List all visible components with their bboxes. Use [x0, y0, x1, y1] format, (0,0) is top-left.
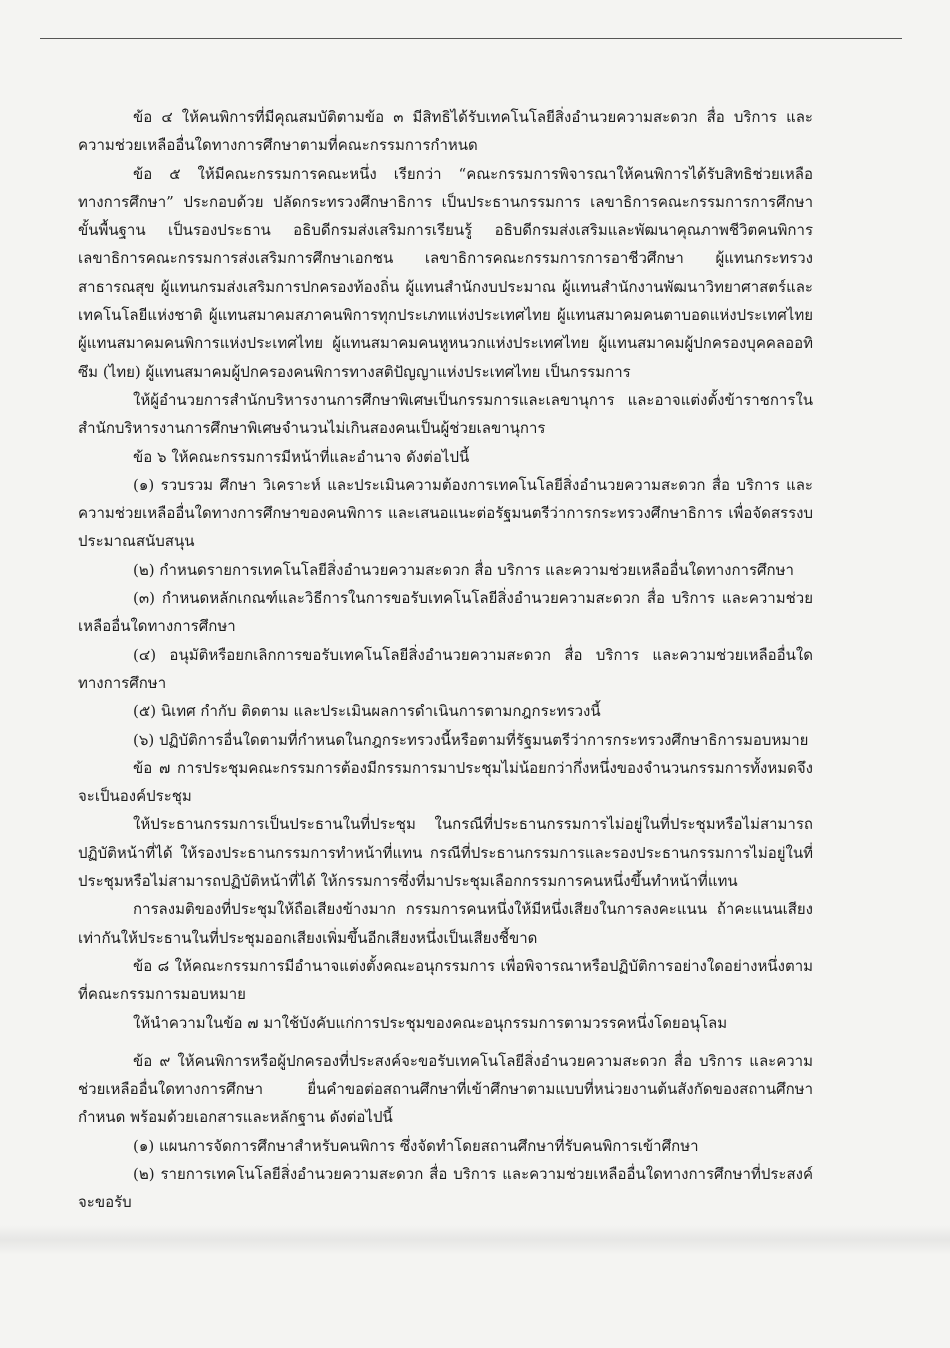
paragraph: ให้นำความในข้อ ๗ มาใช้บังคับแก่การประชุมของคณะอนุกรรมการตามวรรคหนึ่งโดยอนุโลม	[133, 1013, 728, 1032]
paragraph: (๕) นิเทศ กำกับ ติดตาม และประเมินผลการดำเนินการตามกฎกระทรวงนี้	[133, 702, 601, 721]
paragraph: (๓) กำหนดหลักเกณฑ์และวิธีการในการขอรับเทคโนโลยีสิ่งอำนวยความสะดวก สื่อ บริการ และความช่วยเหลืออื่นใดทางการศึกษา	[78, 589, 813, 636]
paragraph: การลงมติของที่ประชุมให้ถือเสียงข้างมาก กรรมการคนหนึ่งให้มีหนึ่งเสียงในการลงคะแนน ถ้าคะแนนเสียงเท่ากันให้ประธานในที่ประชุมออกเสียงเพิ่มขึ้นอีกเสียงหนึ่งเป็นเสียงชี้ขาด	[78, 900, 813, 947]
paragraph: (๑) รวบรวม ศึกษา วิเคราะห์ และประเมินความต้องการเทคโนโลยีสิ่งอำนวยความสะดวก สื่อ บริการ และความช่วยเหลืออื่นใดทางการศึกษาของคนพิการ และเสนอแนะต่อรัฐมนตรีว่าการกระทรวงศึกษาธิการ เพื่อจัดสรรงบประมาณสนับสนุน	[78, 475, 813, 551]
paragraph: ให้ประธานกรรมการเป็นประธานในที่ประชุม ในกรณีที่ประธานกรรมการไม่อยู่ในที่ประชุมหรือไม่สามารถปฏิบัติหน้าที่ได้ ให้รองประธานกรรมการทำหน้าที่แทน กรณีที่ประธานกรรมการและรองประธานกรรมการไม่อยู่ในที่ประชุมหรือไม่สามารถปฏิบัติหน้าที่ได้ ให้กรรมการซึ่งที่มาประชุมเลือกกรรมการคนหนึ่งขึ้นทำหน้าที่แทน	[78, 815, 813, 891]
paragraph: ให้ผู้อำนวยการสำนักบริหารงานการศึกษาพิเศษเป็นกรรมการและเลขานุการ และอาจแต่งตั้งข้าราชการในสำนักบริหารงานการศึกษาพิเศษจำนวนไม่เกินสองคนเป็นผู้ช่วยเลขานุการ	[78, 390, 813, 438]
document-body	[78, 103, 813, 1217]
paragraph: (๖) ปฏิบัติการอื่นใดตามที่กำหนดในกฎกระทรวงนี้หรือตามที่รัฐมนตรีว่าการกระทรวงศึกษาธิการมอบหมาย	[133, 730, 809, 749]
scan-top-rule	[40, 38, 902, 39]
paragraph: ข้อ ๙ ให้คนพิการหรือผู้ปกครองที่ประสงค์จะขอรับเทคโนโลยีสิ่งอำนวยความสะดวก สื่อ บริการ และความช่วยเหลืออื่นใดทางการศึกษา ยื่นคำขอต่อสถานศึกษาที่เข้าศึกษาตามแบบที่หน่วยงานต้นสังกัดของสถานศึกษากำหนด พร้อมด้วยเอกสารและหลักฐาน ดังต่อไปนี้	[78, 1051, 813, 1127]
paragraph: (๔) อนุมัติหรือยกเลิกการขอรับเทคโนโลยีสิ่งอำนวยความสะดวก สื่อ บริการ และความช่วยเหลืออื่นใดทางการศึกษา	[78, 645, 813, 692]
paragraph: ข้อ ๖ ให้คณะกรรมการมีหน้าที่และอำนาจ ดังต่อไปนี้	[133, 447, 470, 466]
paragraph: (๒) กำหนดรายการเทคโนโลยีสิ่งอำนวยความสะดวก สื่อ บริการ และความช่วยเหลืออื่นใดทางการศึกษา	[133, 560, 794, 579]
paragraph: ข้อ ๘ ให้คณะกรรมการมีอำนาจแต่งตั้งคณะอนุกรรมการ เพื่อพิจารณาหรือปฏิบัติการอย่างใดอย่างหนึ่งตามที่คณะกรรมการมอบหมาย	[78, 956, 813, 1004]
paragraph: (๑) แผนการจัดการศึกษาสำหรับคนพิการ ซึ่งจัดทำโดยสถานศึกษาที่รับคนพิการเข้าศึกษา	[133, 1136, 699, 1155]
paragraph: ข้อ ๕ ให้มีคณะกรรมการคณะหนึ่ง เรียกว่า “คณะกรรมการพิจารณาให้คนพิการได้รับสิทธิช่วยเหลือทางการศึกษา” ประกอบด้วย ปลัดกระทรวงศึกษาธิการ เป็นประธานกรรมการ เลขาธิการคณะกรรมการการศึกษาขั้นพื้นฐาน เป็นรองประธาน อธิบดีกรมส่งเสริมการเรียนรู้ อธิบดีกรมส่งเสริมและพัฒนาคุณภาพชีวิตคนพิการ เลขาธิการคณะกรรมการส่งเสริมการศึกษาเอกชน เลขาธิการคณะกรรมการการอาชีวศึกษา ผู้แทนกระทรวงสาธารณสุข ผู้แทนกรมส่งเสริมการปกครองท้องถิ่น ผู้แทนสำนักงบประมาณ ผู้แทนสำนักงานพัฒนาวิทยาศาสตร์และเทคโนโลยีแห่งชาติ ผู้แทนสมาคมสภาคนพิการทุกประเภทแห่งประเทศไทย ผู้แทนสมาคมคนตาบอดแห่งประเทศไทย ผู้แทนสมาคมคนพิการแห่งประเทศไทย ผู้แทนสมาคมคนหูหนวกแห่งประเทศไทย ผู้แทนสมาคมผู้ปกครองบุคคลออทิซึม (ไทย) ผู้แทนสมาคมผู้ปกครองคนพิการทางสติปัญญาแห่งประเทศไทย เป็นกรรมการ	[78, 164, 813, 381]
paragraph: ข้อ ๗ การประชุมคณะกรรมการต้องมีกรรมการมาประชุมไม่น้อยกว่ากึ่งหนึ่งของจำนวนกรรมการทั้งหมดจึงจะเป็นองค์ประชุม	[78, 758, 813, 806]
paragraph: ข้อ ๔ ให้คนพิการที่มีคุณสมบัติตามข้อ ๓ มีสิทธิได้รับเทคโนโลยีสิ่งอำนวยความสะดวก สื่อ บริการ และความช่วยเหลืออื่นใดทางการศึกษาตามที่คณะกรรมการกำหนด	[78, 108, 813, 155]
paragraph: (๒) รายการเทคโนโลยีสิ่งอำนวยความสะดวก สื่อ บริการ และความช่วยเหลืออื่นใดทางการศึกษาที่ประสงค์จะขอรับ	[78, 1164, 813, 1212]
scan-smudge	[0, 1225, 950, 1255]
